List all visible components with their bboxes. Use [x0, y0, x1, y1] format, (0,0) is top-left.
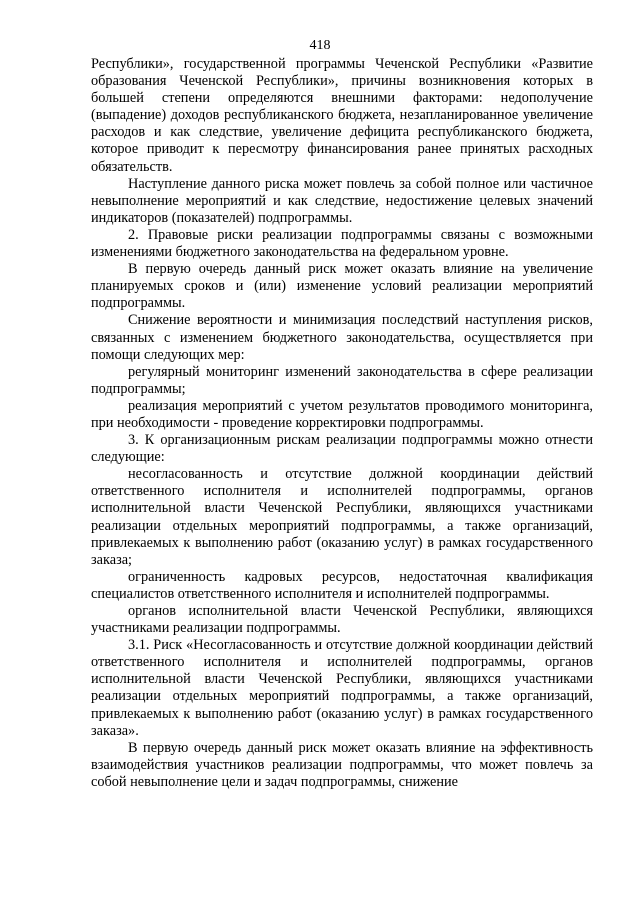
- paragraph-risk-staffing: ограниченность кадровых ресурсов, недостаточная квалификация специалистов ответственного исполнителя и исполнителей подпрограммы.: [91, 568, 593, 602]
- body-text: [91, 56, 593, 791]
- page-number: 418: [309, 38, 331, 53]
- paragraph-risk-3-1-impact: В первую очередь данный риск может оказать влияние на эффективность взаимодействия участников реализации подпрограммы, что может повлечь за собой невыполнение цели и задач подпрограммы, снижение: [91, 739, 593, 790]
- paragraph-risk-coordination: несогласованность и отсутствие должной координации действий ответственного исполнителя и исполнителей подпрограммы, органов исполнительной власти Чеченской Республики, являющихся участниками реализации отдельных мероприятий подпрограммы, а также организаций, привлекаемых к выполнению работ (оказанию услуг) в рамках государственного заказа;: [91, 466, 593, 568]
- paragraph-mitigation-intro: Снижение вероятности и минимизация последствий наступления рисков, связанных с изменением бюджетного законодательства, осуществляется при помощи следующих мер:: [91, 312, 593, 363]
- paragraph-legal-risk-impact: В первую очередь данный риск может оказать влияние на увеличение планируемых сроков и (или) изменение условий реализации мероприятий подпрограммы.: [91, 261, 593, 312]
- paragraph-organizational-risks: 3. К организационным рискам реализации подпрограммы можно отнести следующие:: [91, 432, 593, 466]
- paragraph-risk-3-1: 3.1. Риск «Несогласованность и отсутствие должной координации действий ответственного исполнителя и исполнителей подпрограммы, органов исполнительной власти Чеченской Республики, являющихся участниками реализации отдельных мероприятий подпрограммы, а также организаций, привлекаемых к выполнению работ (оказанию услуг) в рамках государственного заказа».: [91, 637, 593, 739]
- paragraph-measure-monitoring: регулярный мониторинг изменений законодательства в сфере реализации подпрограммы;: [91, 363, 593, 397]
- paragraph-executive-bodies: органов исполнительной власти Чеченской Республики, являющихся участниками реализации подпрограммы.: [91, 603, 593, 637]
- paragraph-continuation: Республики», государственной программы Чеченской Республики «Развитие образования Чеченской Республики», причины возникновения которых в большей степени определяются внешними факторами: недополучение (выпадение) доходов республиканского бюджета, незапланированное увеличение расходов и как следствие, увеличение дефицита республиканского бюджета, которое приводит к пересмотру финансирования ранее принятых расходных обязательств.: [91, 56, 593, 175]
- paragraph-legal-risks: 2. Правовые риски реализации подпрограммы связаны с возможными изменениями бюджетного законодательства на федеральном уровне.: [91, 226, 593, 261]
- paragraph-risk-consequence: Наступление данного риска может повлечь за собой полное или частичное невыполнение мероприятий и как следствие, недостижение целевых значений индикаторов (показателей) подпрограммы.: [91, 175, 593, 226]
- paragraph-measure-correction: реализация мероприятий с учетом результатов проводимого мониторинга, при необходимости - проведение корректировки подпрограммы.: [91, 397, 593, 431]
